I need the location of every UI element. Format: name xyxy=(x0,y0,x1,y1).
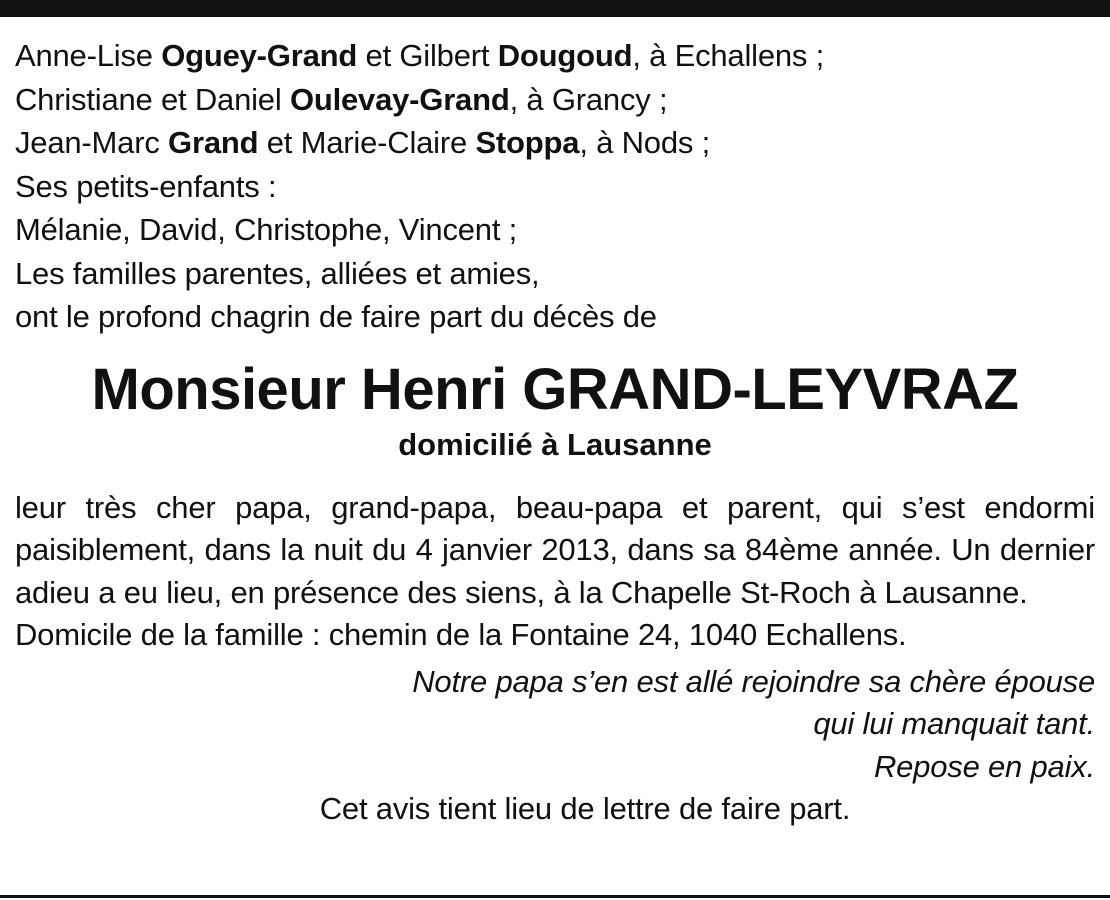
first-name: Christiane et Daniel xyxy=(15,81,290,117)
place-text: , à Grancy ; xyxy=(509,81,668,117)
verse-line-2: qui lui manquait tant. xyxy=(813,706,1095,741)
deceased-residence: domicilié à Lausanne xyxy=(398,426,712,462)
obituary-body xyxy=(15,487,1095,615)
bottom-border-rule xyxy=(0,895,1110,898)
place-text: , à Nods ; xyxy=(579,125,710,160)
family-line-2 xyxy=(15,78,1095,122)
grandchildren-names: Mélanie, David, Christophe, Vincent ; xyxy=(15,212,518,247)
verse-line-3: Repose en paix. xyxy=(873,748,1095,784)
deceased-name: Monsieur Henri GRAND-LEYVRAZ xyxy=(91,356,1019,422)
closing-note: Cet avis tient lieu de lettre de faire part. xyxy=(319,791,851,826)
surname: Oguey-Grand xyxy=(161,38,358,73)
connector-text: et Marie-Claire xyxy=(258,125,476,160)
surname: Grand xyxy=(168,125,259,160)
family-list xyxy=(15,34,1095,339)
first-name: Jean-Marc xyxy=(15,125,169,160)
connector-text: et Gilbert xyxy=(357,38,498,73)
obituary-notice xyxy=(15,34,1095,831)
surname: Dougoud xyxy=(497,38,633,73)
surname: Oulevay-Grand xyxy=(289,81,510,117)
family-address: Domicile de la famille : chemin de la Fontaine 24, 1040 Echallens. xyxy=(15,617,907,652)
extended-families: Les familles parentes, alliées et amies, xyxy=(15,255,540,291)
family-line-3 xyxy=(15,121,1095,165)
verse-line-1: Notre papa s’en est allé rejoindre sa chère épouse xyxy=(412,663,1095,699)
memorial-verse xyxy=(15,661,1095,789)
top-border-rule xyxy=(0,0,1110,17)
place-text: , à Echallens ; xyxy=(632,38,825,73)
announcement-text: ont le profond chagrin de faire part du décès de xyxy=(15,299,657,334)
grandchildren-label: Ses petits-enfants : xyxy=(15,168,277,204)
first-name: Anne-Lise xyxy=(15,38,162,73)
surname: Stoppa xyxy=(475,125,580,160)
family-line-1 xyxy=(15,34,1095,78)
body-paragraph: leur très cher papa, grand-papa, beau-papa et parent, qui s’est endormi paisiblement, dans la nuit du 4 janvier 2013, dans sa 84ème année. Un dernier adieu a eu lieu, en présence des siens, à la Chapelle St-Roch à Lausanne. xyxy=(15,489,1095,610)
